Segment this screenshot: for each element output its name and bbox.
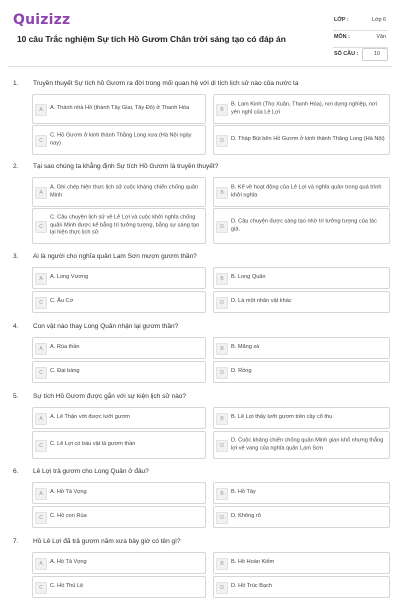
option-text: D. Cuộc kháng chiến chống quân Minh gian khổ nhưng thắng lợi vẻ vang của nghĩa quân Lam Sơn (231, 437, 384, 451)
question-number: 5. (13, 393, 19, 400)
option-text: D. Rồng (231, 368, 252, 375)
option-c[interactable] (32, 361, 206, 383)
option-a[interactable] (32, 482, 206, 504)
option-c[interactable] (32, 125, 206, 155)
option-text: D. Hồ Trúc Bạch (231, 583, 273, 590)
option-letter-badge: A (35, 343, 47, 355)
option-letter-badge: C (35, 297, 47, 309)
question-text: Truyền thuyết Sự tích hồ Gươm ra đời trong mối quan hệ với di tích lịch sử nào của nước ta (33, 80, 299, 87)
option-letter-badge: C (35, 582, 47, 594)
option-text: C. Hồ Thủ Lệ (50, 583, 84, 590)
option-letter-badge: A (35, 187, 47, 199)
option-letter-badge: D (216, 582, 228, 594)
option-letter-badge: B (216, 104, 228, 116)
meta-divider (333, 30, 388, 31)
option-letter-badge: B (216, 488, 228, 500)
question-number: 2. (13, 163, 19, 170)
option-b[interactable] (213, 267, 390, 289)
option-letter-badge: B (216, 558, 228, 570)
option-text: C. Lê Lợi có báu vật là gươm thần (50, 441, 136, 448)
question-text: Tại sao chúng ta khẳng định Sự tích Hồ Gươm là truyền thuyết? (33, 163, 219, 170)
meta-subject (333, 32, 388, 49)
worksheet-header (0, 0, 400, 64)
option-text: D. Tháp Bút bên Hồ Gươm ở kinh thành Thăng Long (Hà Nội) (231, 136, 385, 143)
option-c[interactable] (32, 431, 206, 459)
option-letter-badge: C (35, 512, 47, 524)
option-b[interactable] (213, 407, 390, 429)
option-text: B. Long Quân (231, 274, 266, 281)
option-text: B. Kể về hoạt động của Lê Lợi và nghĩa quân trong quá trình khởi nghĩa (231, 184, 382, 198)
question-text: Ai là người cho nghĩa quân Lam Sơn mượn gươm thần? (33, 253, 197, 260)
option-a[interactable] (32, 552, 206, 574)
question-number: 1. (13, 80, 19, 87)
option-letter-badge: A (35, 413, 47, 425)
meta-subject-label: MÔN : (334, 34, 350, 40)
option-text: A. Rùa thần (50, 344, 80, 351)
option-b[interactable] (213, 94, 390, 124)
option-c[interactable] (32, 291, 206, 313)
question-text: Hồ Lê Lợi đã trả gươm năm xưa bây giờ có tên gì? (33, 538, 181, 545)
option-d[interactable] (213, 431, 390, 459)
meta-subject-value: Văn (376, 34, 386, 40)
worksheet-meta (333, 15, 388, 66)
worksheet-title: 10 câu Trắc nghiệm Sự tích Hồ Gươm Chân trời sáng tạo có đáp án (17, 34, 286, 44)
option-letter-badge: C (35, 367, 47, 379)
option-letter-badge: C (35, 221, 47, 233)
option-text: C. Câu chuyện lịch sử về Lê Lợi và cuộc khởi nghĩa chống quân Minh được kể bằng trí tưởng tượng, bằng sự sáng tạo lại hiện thực lịch sử (50, 214, 200, 236)
option-a[interactable] (32, 407, 206, 429)
option-letter-badge: C (35, 135, 47, 147)
option-text: C. Âu Cơ (50, 298, 74, 305)
option-text: B. Mãng xà (231, 344, 260, 351)
option-d[interactable] (213, 506, 390, 528)
option-text: B. Lam Kinh (Thọ Xuân, Thanh Hóa), nơi dựng nghiệp, nơi yên nghỉ của Lê Lợi (231, 101, 377, 115)
meta-grade (333, 15, 388, 32)
option-letter-badge: D (216, 440, 228, 452)
option-letter-badge: D (216, 512, 228, 524)
option-letter-badge: A (35, 273, 47, 285)
option-b[interactable] (213, 482, 390, 504)
option-b[interactable] (213, 177, 390, 207)
meta-count-value: 10 (374, 51, 380, 57)
option-a[interactable] (32, 267, 206, 289)
meta-grade-value: Lớp 6 (371, 17, 386, 23)
option-letter-badge: D (216, 297, 228, 309)
option-text: A. Long Vương (50, 274, 89, 281)
option-letter-badge: B (216, 413, 228, 425)
option-b[interactable] (213, 337, 390, 359)
option-letter-badge: A (35, 104, 47, 116)
option-letter-badge: A (35, 488, 47, 500)
option-letter-badge: D (216, 221, 228, 233)
option-text: A. Ghi chép hiện thực lịch sử cuộc kháng chiến chống quân Minh (50, 184, 199, 198)
option-letter-badge: B (216, 273, 228, 285)
question-text: Con vật nào thay Long Quân nhận lại gươm thần? (33, 323, 179, 330)
option-letter-badge: B (216, 343, 228, 355)
option-letter-badge: A (35, 558, 47, 570)
question-number: 6. (13, 468, 19, 475)
option-c[interactable] (32, 576, 206, 598)
option-c[interactable] (32, 506, 206, 528)
question-number: 7. (13, 538, 19, 545)
option-d[interactable] (213, 361, 390, 383)
option-text: A. Hồ Tả Vọng (50, 489, 87, 496)
option-letter-badge: D (216, 367, 228, 379)
option-text: C. Hồ Gươm ở kinh thành Thăng Long xưa (Hà Nội ngày nay) (50, 132, 192, 146)
question-text: Sự tích Hồ Gươm được gắn với sự kiện lịch sử nào? (33, 393, 187, 400)
quizizz-logo: Quizizz (13, 12, 71, 28)
question-text: Lê Lợi trả gươm cho Long Quân ở đâu? (33, 468, 149, 475)
option-d[interactable] (213, 125, 390, 155)
header-divider (8, 66, 392, 67)
question-number: 4. (13, 323, 19, 330)
option-text: C. Đại bàng (50, 368, 80, 375)
option-text: D. Không rõ (231, 513, 261, 520)
option-d[interactable] (213, 208, 390, 244)
option-c[interactable] (32, 208, 206, 244)
option-a[interactable] (32, 337, 206, 359)
option-text: B. Lê Lợi thấy lưỡi gươm trên cây cổ thụ (231, 414, 333, 421)
option-letter-badge: C (35, 440, 47, 452)
option-text: A. Thành nhà Hồ (thành Tây Giai, Tây Đô) ở Thanh Hóa (50, 105, 190, 112)
option-a[interactable] (32, 177, 206, 207)
option-text: B. Hồ Tây (231, 489, 256, 496)
meta-count (333, 49, 388, 66)
option-text: C. Hồ con Rùa (50, 513, 87, 520)
option-letter-badge: B (216, 187, 228, 199)
option-d[interactable] (213, 576, 390, 598)
meta-count-label: SỐ CÂU : (334, 51, 359, 57)
option-text: D. Câu chuyện được sáng tạo nhờ trí tưởng tượng của tác giả. (231, 218, 377, 232)
meta-grade-label: LỚP : (334, 17, 349, 23)
option-letter-badge: D (216, 135, 228, 147)
question-number: 3. (13, 253, 19, 260)
option-b[interactable] (213, 552, 390, 574)
option-text: B. Hồ Hoàn Kiếm (231, 559, 275, 566)
option-text: A. Lê Thận vớt được lưỡi gươm (50, 414, 130, 421)
option-text: D. Là một nhân vật khác (231, 298, 292, 305)
option-d[interactable] (213, 291, 390, 313)
option-text: A. Hồ Tả Vọng (50, 559, 87, 566)
option-a[interactable] (32, 94, 206, 124)
